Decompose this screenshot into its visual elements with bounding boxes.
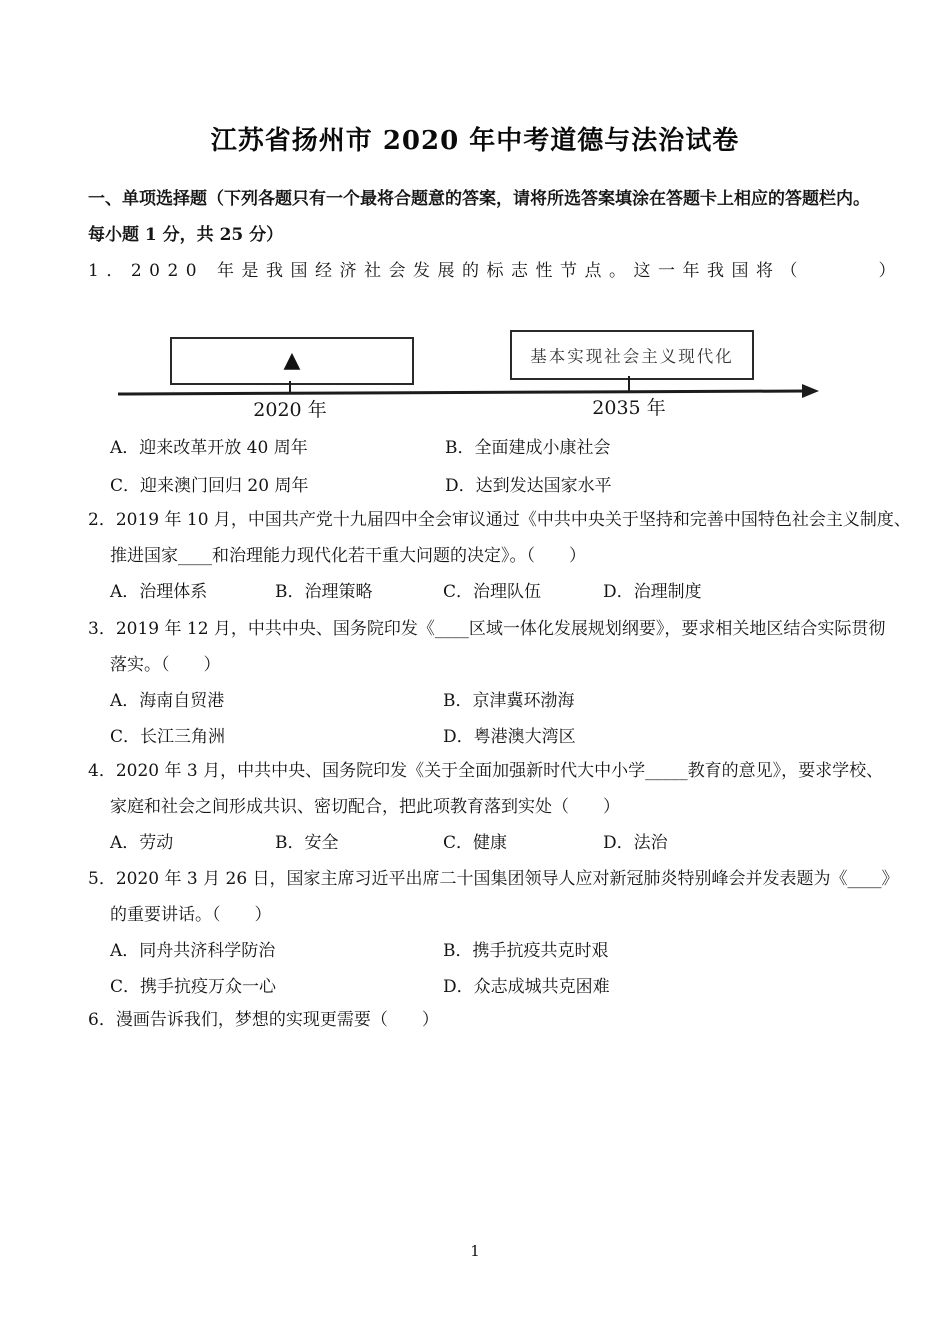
question-2-option-c: C．治理队伍 xyxy=(443,582,542,602)
question-3-option-c: C．长江三角洲 xyxy=(110,727,226,747)
question-2-text-line2: 推进国家____和治理能力现代化若干重大问题的决定》。（ ） xyxy=(110,546,586,566)
question-4-option-d: D．法治 xyxy=(603,833,668,853)
question-4-option-c: C．健康 xyxy=(443,833,508,853)
triangle-marker-icon: ▲ xyxy=(283,348,301,373)
question-1-option-b: B．全面建成小康社会 xyxy=(445,438,611,458)
question-5-option-c: C．携手抗疫万众一心 xyxy=(110,977,277,997)
question-3-text-line2: 落实。（ ） xyxy=(110,655,221,675)
question-4-text-line1: 4．2020 年 3 月，中共中央、国务院印发《关于全面加强新时代大中小学_____教育的意见》，要求学校、 xyxy=(88,761,884,781)
timeline-box-2020 xyxy=(170,337,414,385)
question-3-option-b: B．京津冀环渤海 xyxy=(443,691,575,711)
question-2-option-d: D．治理制度 xyxy=(603,582,702,602)
question-3-option-d: D．粤港澳大湾区 xyxy=(443,727,576,747)
question-3-option-a: A．海南自贸港 xyxy=(110,691,225,711)
timeline-box-2035-label: 基本实现社会主义现代化 xyxy=(530,347,734,366)
question-2-text-line1: 2．2019 年 10 月，中国共产党十九届四中全会审议通过《中共中央关于坚持和完善中国特色社会主义制度、 xyxy=(88,510,911,530)
page-number: 1 xyxy=(470,1242,480,1260)
question-3-text-line1: 3．2019 年 12 月，中共中央、国务院印发《____区域一体化发展规划纲要》，要求相关地区结合实际贯彻 xyxy=(88,619,886,639)
question-5-option-b: B．携手抗疫共克时艰 xyxy=(443,941,609,961)
question-5-option-a: A．同舟共济科学防治 xyxy=(110,941,276,961)
question-2-option-b: B．治理策略 xyxy=(275,582,373,602)
question-1-option-a: A．迎来改革开放 40 周年 xyxy=(110,438,308,458)
timeline-tick-2020 xyxy=(289,381,291,392)
question-1-option-c: C．迎来澳门回归 20 周年 xyxy=(110,476,309,496)
question-4-option-a: A．劳动 xyxy=(110,833,174,853)
section-heading-line1: 一、单项选择题（下列各题只有一个最将合题意的答案，请将所选答案填涂在答题卡上相应的答题栏内。 xyxy=(88,189,870,209)
question-1-option-d: D．达到发达国家水平 xyxy=(445,476,612,496)
timeline-arrowhead-icon xyxy=(802,384,819,398)
timeline-label-2020: 2020 年 xyxy=(253,399,327,421)
question-4-option-b: B．安全 xyxy=(275,833,339,853)
timeline-label-2035: 2035 年 xyxy=(592,397,666,419)
section-heading-line2: 每小题 1 分，共 25 分） xyxy=(88,225,284,245)
timeline-diagram xyxy=(88,315,878,435)
question-4-text-line2: 家庭和社会之间形成共识、密切配合，把此项教育落到实处（ ） xyxy=(110,797,620,817)
question-5-text-line1: 5．2020 年 3 月 26 日，国家主席习近平出席二十国集团领导人应对新冠肺炎特别峰会并发表题为《____》 xyxy=(88,869,899,889)
page-title: 江苏省扬州市 2020 年中考道德与法治试卷 xyxy=(210,126,740,156)
timeline-tick-2035 xyxy=(628,376,630,392)
question-5-option-d: D．众志成城共克困难 xyxy=(443,977,610,997)
question-6-text: 6．漫画告诉我们，梦想的实现更需要（ ） xyxy=(88,1010,439,1030)
question-1-text: 1．2020 年是我国经济社会发展的标志性节点。这一年我国将（ ） xyxy=(88,261,903,281)
timeline-box-2035 xyxy=(510,330,754,380)
question-5-text-line2: 的重要讲话。（ ） xyxy=(110,905,272,925)
question-2-option-a: A．治理体系 xyxy=(110,582,208,602)
